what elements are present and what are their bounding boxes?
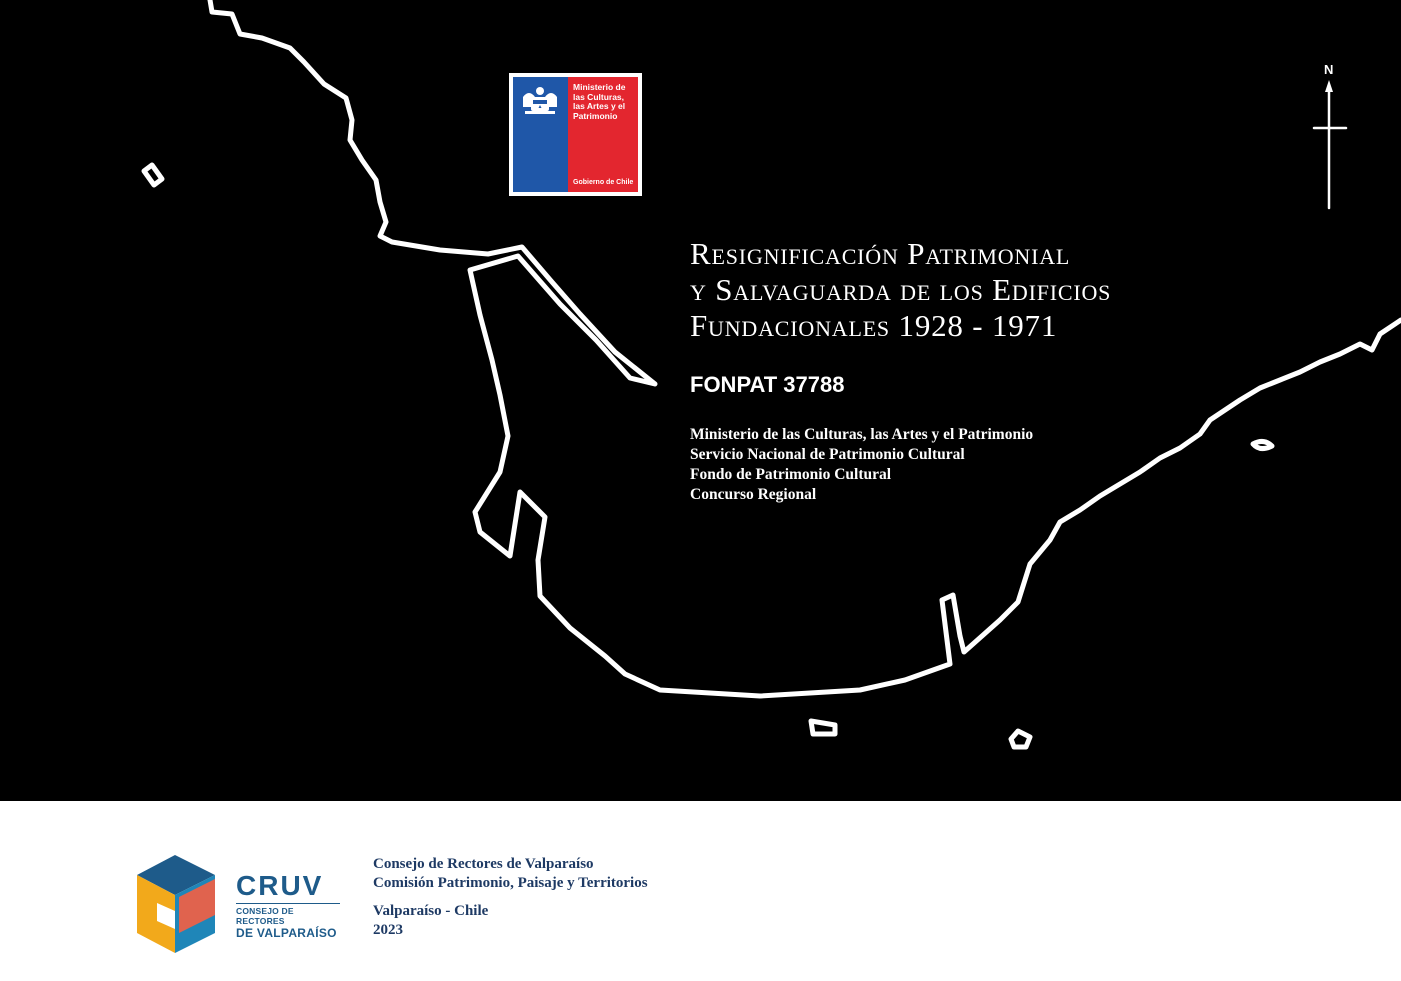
footer-org-line: Comisión Patrimonio, Paisaje y Territorios: [373, 875, 648, 891]
chile-crest-icon: [513, 77, 568, 189]
ministry-name-line: las Culturas,: [573, 91, 625, 102]
title-line: y Salvaguarda de los Edificios: [690, 272, 1112, 307]
footer-credits: [373, 855, 648, 940]
ministry-red-field: [568, 77, 638, 192]
title-line: Resignificación Patrimonial: [690, 236, 1071, 271]
footer-year: 2023: [373, 922, 403, 938]
ministry-name-line: las Artes y el: [573, 101, 626, 111]
cruv-wordmark: [236, 872, 340, 940]
island-south-2: [1011, 731, 1030, 747]
footer-place: Valparaíso - Chile: [373, 903, 489, 919]
institution-list: [690, 425, 1033, 505]
institution-item: Ministerio de las Culturas, las Artes y el Patrimonio: [690, 426, 1034, 443]
government-label: Gobierno de Chile: [573, 179, 634, 186]
institution-item: Servicio Nacional de Patrimonio Cultural: [690, 446, 965, 463]
coastline-outline: [210, 0, 1401, 696]
ministry-name-line: Patrimonio: [573, 110, 618, 121]
document-title: [690, 236, 1111, 344]
footer-org-line: Consejo de Rectores de Valparaíso: [373, 856, 594, 872]
institution-item: Concurso Regional: [690, 486, 817, 503]
island-south-1: [811, 721, 835, 734]
title-line: Fundacionales 1928 - 1971: [690, 308, 1058, 343]
island-north: [144, 165, 162, 185]
ministry-name-line: Ministerio de: [573, 82, 626, 92]
project-code: FONPAT 37788: [690, 372, 845, 397]
ministry-logo: [509, 73, 642, 196]
north-label: N: [1324, 62, 1334, 77]
ministry-name: [573, 83, 634, 121]
island-east: [1253, 441, 1272, 448]
cruv-word: CRUV: [236, 870, 324, 901]
cruv-subtitle: DE VALPARAÍSO: [236, 926, 337, 940]
north-arrow-icon: [1310, 62, 1350, 212]
institution-item: Fondo de Patrimonio Cultural: [690, 466, 892, 483]
cruv-subtitle: CONSEJO DE RECTORES: [236, 903, 340, 926]
ministry-blue-field: [513, 77, 568, 192]
